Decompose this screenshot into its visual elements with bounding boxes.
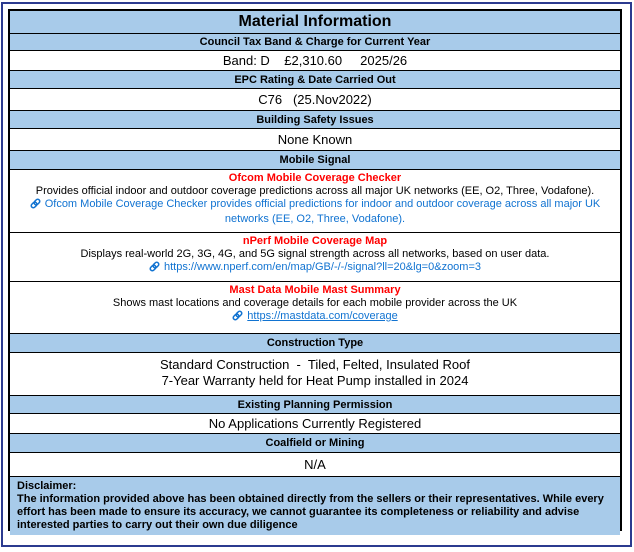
section-header-text: Construction Type: [266, 337, 364, 349]
section-header-building-safety: [10, 111, 620, 129]
section-header-text: Council Tax Band & Charge for Current Year: [199, 36, 431, 48]
section-header-mobile-signal: [10, 151, 620, 170]
building-safety-value-text: None Known: [277, 132, 353, 147]
page-title-text: Material Information: [238, 13, 392, 30]
nperf-block-description: Displays real-world 2G, 3G, 4G, and 5G signal strength across all networks, based on user data.: [80, 248, 550, 260]
disclaimer-box: [10, 477, 620, 535]
planning-value-text: No Applications Currently Registered: [208, 416, 422, 431]
ofcom-coverage-block: [10, 170, 620, 233]
ofcom-block-description: Provides official indoor and outdoor coverage predictions across all major UK networks (EE, O2, Three, Vodafone).: [35, 185, 595, 197]
section-header-text: Existing Planning Permission: [237, 398, 393, 411]
link-icon: [149, 261, 160, 276]
section-header-text: EPC Rating & Date Carried Out: [234, 73, 396, 86]
construction-value: [10, 353, 620, 396]
council-tax-value: [10, 51, 620, 71]
planning-value: [10, 414, 620, 434]
mastdata-block-title: Mast Data Mobile Mast Summary: [229, 284, 401, 296]
disclaimer-body: The information provided above has been obtained directly from the sellers or their representatives. While every effort has been made to ensure its accuracy, we cannot guarantee its completeness or reliability and advise interested parties to carry out their own due diligence: [17, 493, 604, 531]
section-header-text: Coalfield or Mining: [265, 437, 365, 449]
nperf-block-title: nPerf Mobile Coverage Map: [242, 235, 388, 247]
mastdata-link-text[interactable]: https://mastdata.com/coverage: [247, 310, 398, 322]
construction-line-2: 7-Year Warranty held for Heat Pump installed in 2024: [161, 373, 469, 388]
material-information-table: [8, 9, 622, 531]
section-header-coalfield: [10, 434, 620, 453]
coalfield-value: [10, 453, 620, 477]
mastdata-block-description: Shows mast locations and coverage details for each mobile provider across the UK: [112, 297, 518, 309]
nperf-link-text[interactable]: https://www.nperf.com/en/map/GB/-/-/signal?ll=20&lg=0&zoom=3: [163, 261, 482, 273]
coalfield-value-text: N/A: [304, 457, 326, 472]
section-header-epc: [10, 71, 620, 89]
link-icon: [30, 198, 41, 213]
council-tax-value-text: Band: D £2,310.60 2025/26: [222, 53, 408, 68]
section-header-council-tax: [10, 34, 620, 51]
ofcom-link-text[interactable]: Ofcom Mobile Coverage Checker provides official predictions for indoor and outdoor coverage across all major UK networks (EE, O2, Three, Vodafone).: [44, 198, 601, 225]
epc-value-text: C76 (25.Nov2022): [258, 92, 372, 107]
ofcom-coverage-link[interactable]: [22, 198, 608, 226]
ofcom-block-title: Ofcom Mobile Coverage Checker: [228, 172, 402, 184]
mastdata-coverage-block: [10, 282, 620, 334]
building-safety-value: [10, 129, 620, 151]
section-header-construction: [10, 334, 620, 353]
section-header-text: Building Safety Issues: [256, 113, 374, 126]
epc-value: [10, 89, 620, 111]
nperf-coverage-link[interactable]: [149, 261, 481, 276]
section-header-text: Mobile Signal: [279, 154, 351, 166]
page-title: [10, 11, 620, 34]
link-icon: [232, 310, 243, 325]
mastdata-coverage-link[interactable]: [232, 310, 397, 325]
nperf-coverage-block: [10, 233, 620, 282]
disclaimer-label: Disclaimer:: [17, 480, 77, 492]
section-header-planning: [10, 396, 620, 414]
construction-line-1: Standard Construction - Tiled, Felted, Insulated Roof: [159, 357, 470, 372]
